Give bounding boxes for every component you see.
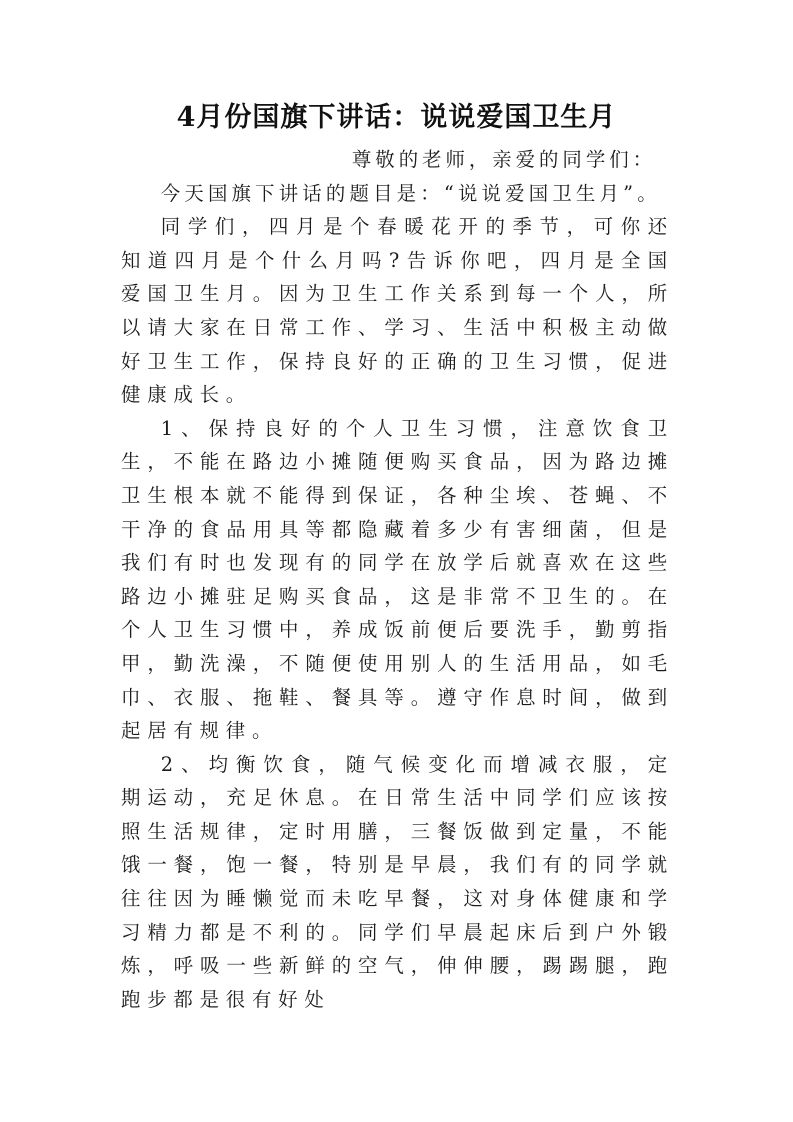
paragraph-intro: 同学们，四月是个春暖花开的季节，可你还知道四月是个什么月吗?告诉你吧，四月是全国爱国卫生月。因为卫生工作关系到每一个人，所以请大家在日常工作、学习、生活中积极主动做好卫生工作，保持良好的正确的卫生习惯，促进健康成长。 <box>121 215 674 407</box>
paragraph-topic: 今天国旗下讲话的题目是：“说说爱国卫生月”。 <box>160 181 661 205</box>
salutation: 尊敬的老师，亲爱的同学们： <box>351 148 656 171</box>
document-title: 4月份国旗下讲话：说说爱国卫生月 <box>176 102 617 133</box>
paragraph-point-2: 2、均衡饮食，随气候变化而增减衣服，定期运动，充足休息。在日常生活中同学们应该按照生活规律，定时用膳，三餐饭做到定量，不能饿一餐，饱一餐，特别是早晨，我们有的同学就往往因为睡懒觉而未吃早餐，这对身体健康和学习精力都是不利的。同学们早晨起床后到户外锻炼，呼吸一些新鲜的空气，伸伸腰，踢踢腿，跑跑步都是很有好处 <box>121 752 674 1011</box>
document-body <box>121 143 674 1016</box>
paragraph-point-1: 1、保持良好的个人卫生习惯，注意饮食卫生，不能在路边小摊随便购买食品，因为路边摊卫生根本就不能得到保证，各种尘埃、苍蝇、不干净的食品用具等都隐藏着多少有害细菌，但是我们有时也发现有的同学在放学后就喜欢在这些路边小摊驻足购买食品，这是非常不卫生的。在个人卫生习惯中，养成饭前便后要洗手，勤剪指甲，勤洗澡，不随便使用别人的生活用品，如毛巾、衣服、拖鞋、餐具等。遵守作息时间，做到起居有规律。 <box>121 416 674 743</box>
